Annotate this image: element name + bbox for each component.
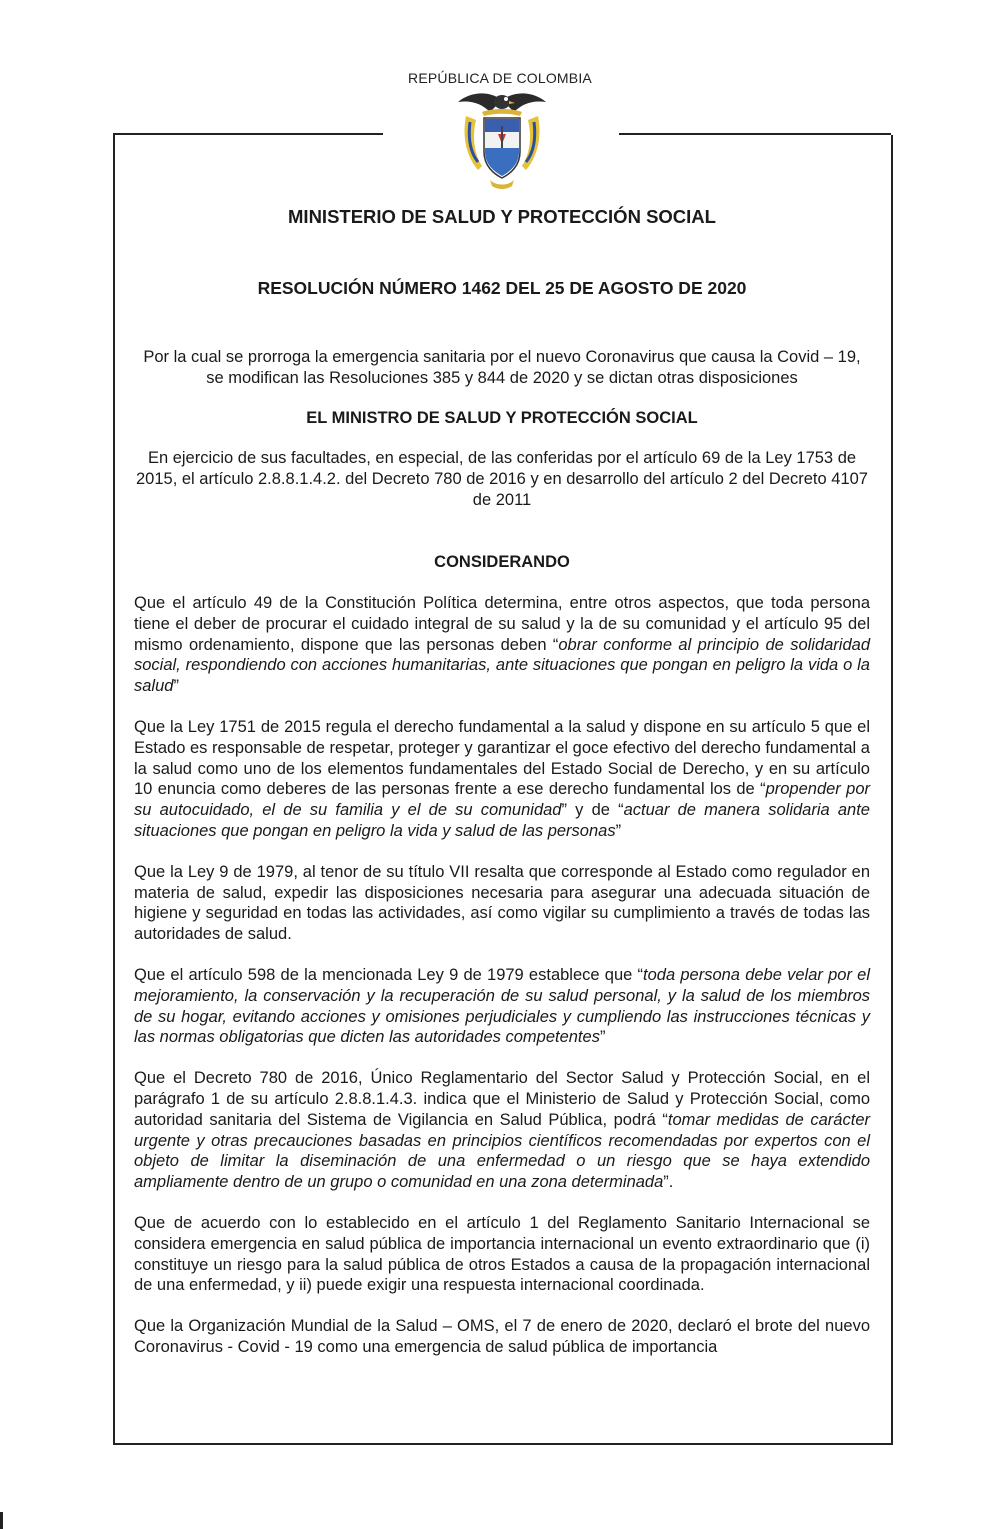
considering-heading: CONSIDERANDO — [434, 553, 570, 571]
paragraph-text: Que la Ley 1751 de 2015 regula el derecho fundamental a la salud y dispone en su artículo 5 que el Estado es responsable de respetar, proteger y garantizar el goce efectivo del derecho fundamental a la salud como uno de los elementos fundamentales del Estado Social de Derecho, y en su artículo 10 enuncia como deberes de las personas frente a ese derecho fundamental los de “ — [134, 717, 870, 799]
paragraph-text: ” y de “ — [561, 801, 624, 820]
powers-paragraph: En ejercicio de sus facultades, en especial, de las conferidas por el artículo 69 de la Ley 1753 de 2015, el artículo 2.8.8.1.4.2. del Decreto 780 de 2016 y en desarrollo del artículo 2 del Decreto 4107 de 2011 — [136, 449, 868, 509]
considering-paragraph — [134, 1213, 870, 1296]
ministry-title: MINISTERIO DE SALUD Y PROTECCIÓN SOCIAL — [288, 206, 716, 227]
paragraph-text: Que de acuerdo con lo establecido en el artículo 1 del Reglamento Sanitario Internacional se considera emergencia en salud pública de importancia internacional un evento extraordinario que (i) constituye un riesgo para la salud pública de otros Estados a causa de la propagación internacional de una enfermedad, y ii) puede exigir una respuesta internacional coordinada. — [134, 1213, 870, 1295]
paragraph-text: ”. — [663, 1173, 674, 1192]
resolution-subject: Por la cual se prorroga la emergencia sanitaria por el nuevo Coronavirus que causa la Covid – 19, se modifican las Resoluciones 385 y 844 de 2020 y se dictan otras disposiciones — [143, 348, 861, 387]
paragraph-text: Que el Decreto 780 de 2016, Único Reglamentario del Sector Salud y Protección Social, en el parágrafo 1 de su artículo 2.8.8.1.4.3. indica que el Ministerio de Salud y Protección Social, como autoridad sanitaria del Sistema de Vigilancia en Salud Pública, podrá “ — [134, 1069, 870, 1129]
quoted-text: tomar medidas de carácter urgente y otras precauciones basadas en principios científicos recomendadas por expertos con el objeto de limitar la diseminación de una enfermedad o un riesgo que se haya extendido ampliamente dentro de un grupo o comunidad en una zona determinada — [134, 1110, 870, 1192]
paragraph-text: Que la Ley 9 de 1979, al tenor de su título VII resalta que corresponde al Estado como regulador en materia de salud, expedir las disposiciones necesaria para asegurar una adecuada situación de higiene y seguridad en todas las actividades, así como vigilar su cumplimiento a través de todas las autoridades de salud. — [134, 862, 870, 944]
considering-paragraph — [134, 717, 870, 842]
paragraph-text: ” — [173, 677, 179, 696]
paragraph-text: Que el artículo 49 de la Constitución Política determina, entre otros aspectos, que toda persona tiene el deber de procurar el cuidado integral de su salud y la de su comunidad y el artículo 95 del mismo ordenamiento, dispone que las personas deben “ — [134, 594, 870, 654]
considering-paragraph — [134, 862, 870, 945]
paragraph-text: Que el artículo 598 de la mencionada Ley 9 de 1979 establece que “ — [134, 965, 644, 984]
considering-paragraph — [134, 1316, 870, 1358]
minister-heading: EL MINISTRO DE SALUD Y PROTECCIÓN SOCIAL — [306, 409, 698, 427]
considering-paragraph — [134, 965, 870, 1048]
paragraph-text: Que la Organización Mundial de la Salud – OMS, el 7 de enero de 2020, declaró el brote del nuevo Coronavirus - Covid - 19 como una emergencia de salud pública de importancia — [134, 1317, 870, 1356]
quoted-text: obrar conforme al principio de solidaridad social, respondiendo con acciones humanitarias, ante situaciones que pongan en peligro la vida o la salud — [134, 635, 870, 696]
quoted-text: toda persona debe velar por el mejoramiento, la conservación y la recuperación de su salud personal, y la salud de los miembros de su hogar, evitando acciones y omisiones perjudiciales y cumpliendo las instrucciones técnicas y las normas obligatorias que dicten las autoridades competentes — [134, 965, 870, 1047]
document-body — [134, 206, 870, 1358]
paragraph-text: ” — [615, 821, 622, 840]
paragraph-text: ” — [599, 1028, 606, 1047]
considering-paragraph — [134, 1068, 870, 1193]
scan-edge-mark — [0, 1512, 3, 1529]
country-header: REPÚBLICA DE COLOMBIA — [408, 70, 592, 86]
resolution-title: RESOLUCIÓN NÚMERO 1462 DEL 25 DE AGOSTO DE 2020 — [257, 278, 747, 298]
quoted-text: actuar de manera solidaria ante situaciones que pongan en peligro la vida y salud de las personas — [134, 801, 870, 840]
quoted-text: propender por su autocuidado, el de su familia y el de su comunidad — [134, 780, 870, 820]
considering-paragraph — [134, 593, 870, 697]
